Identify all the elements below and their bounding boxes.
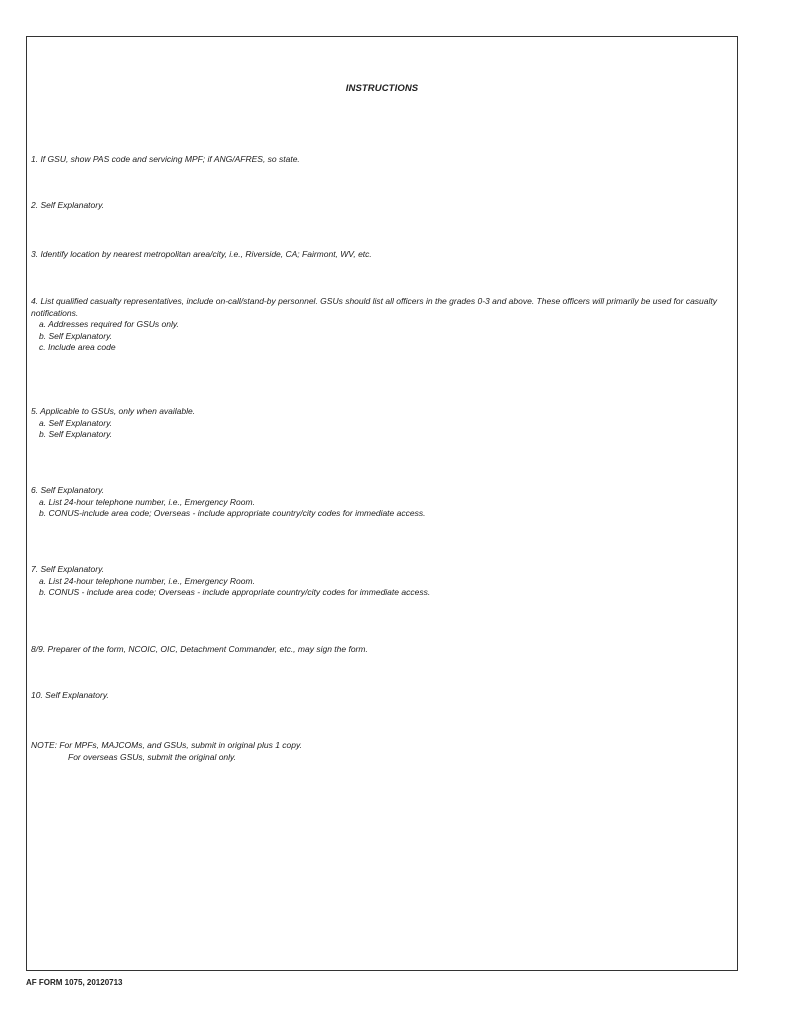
instruction-6 (31, 485, 729, 520)
instruction-sub-item: a. List 24-hour telephone number, i.e., Emergency Room. (39, 496, 255, 507)
instruction-sub-item: a. Self Explanatory. (39, 417, 113, 428)
page-title: INSTRUCTIONS (345, 83, 419, 94)
instruction-10 (31, 690, 729, 702)
instructions-frame (26, 36, 738, 971)
instruction-7 (31, 564, 729, 599)
instruction-sub-item: b. CONUS-include area code; Overseas - include appropriate country/city codes for immediate access. (39, 508, 426, 518)
instruction-3 (31, 249, 729, 261)
instruction-text: 3. Identify location by nearest metropolitan area/city, i.e., Riverside, CA; Fairmont, WV, etc. (31, 249, 372, 259)
instruction-text: 10. Self Explanatory. (31, 690, 109, 700)
instruction-8-9 (31, 644, 729, 656)
instruction-text: 6. Self Explanatory. (31, 485, 105, 495)
note-line-2: For overseas GSUs, submit the original only. (68, 751, 237, 762)
instruction-2 (31, 200, 729, 212)
instruction-sub-item: b. Self Explanatory. (39, 330, 113, 341)
instruction-sub-item: b. Self Explanatory. (39, 429, 113, 439)
note (31, 740, 729, 763)
instruction-5 (31, 406, 729, 441)
form-footer: AF FORM 1075, 20120713 (26, 978, 123, 987)
instruction-text: 8/9. Preparer of the form, NCOIC, OIC, Detachment Commander, etc., may sign the form. (31, 644, 368, 654)
instruction-4 (31, 296, 729, 354)
instruction-1 (31, 154, 729, 166)
instruction-text: 5. Applicable to GSUs, only when available. (31, 406, 196, 416)
instruction-sub-item: a. Addresses required for GSUs only. (39, 319, 179, 329)
note-line-1: NOTE: For MPFs, MAJCOMs, and GSUs, submit in original plus 1 copy. (31, 740, 302, 750)
instruction-text: 7. Self Explanatory. (31, 564, 105, 574)
instruction-text: 2. Self Explanatory. (31, 200, 105, 210)
instruction-text: 1. If GSU, show PAS code and servicing MPF; if ANG/AFRES, so state. (31, 154, 300, 164)
instruction-sub-item: b. CONUS - include area code; Overseas - include appropriate country/city codes for immediate access. (39, 587, 431, 597)
instruction-sub-item: c. Include area code (39, 342, 116, 352)
instruction-text: 4. List qualified casualty representatives, include on-call/stand-by personnel. GSUs should list all officers in the grades 0-3 and above. These officers will primarily be used for casualty notifications. (31, 296, 718, 318)
instruction-sub-item: a. List 24-hour telephone number, i.e., Emergency Room. (39, 575, 255, 586)
